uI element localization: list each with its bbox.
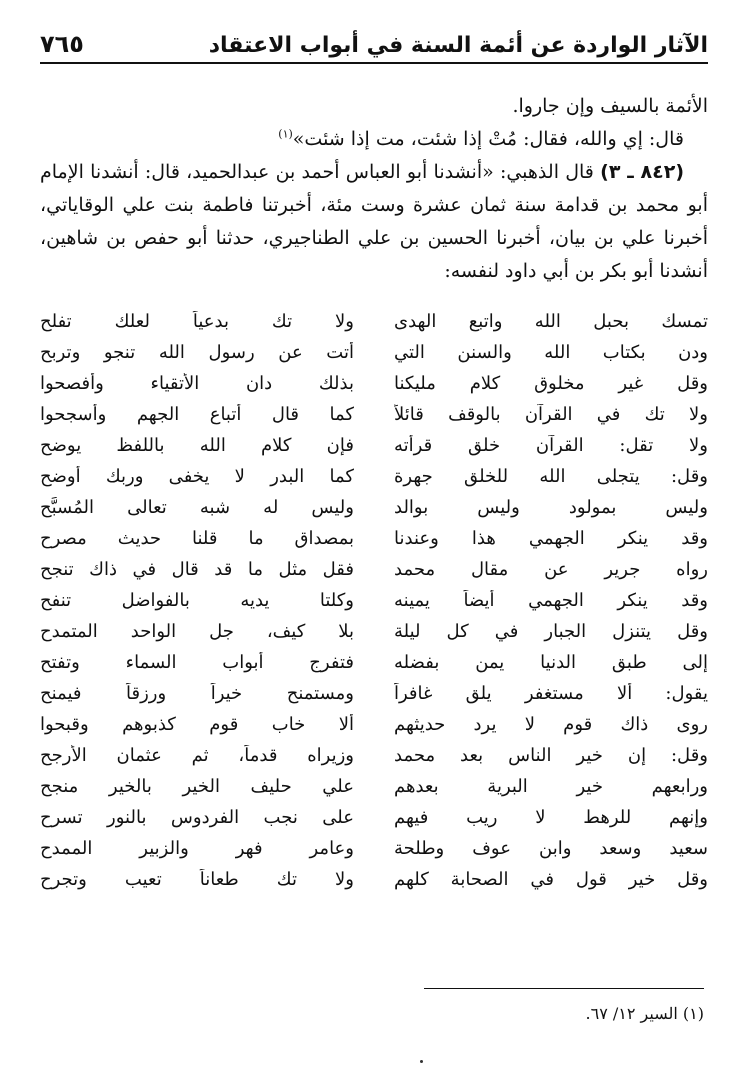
footnote xyxy=(36,1004,704,1023)
verse-first-half: ولا تقل: القرآن خلق قرأته xyxy=(394,435,708,456)
verse-second-half: كما قال أتباع الجهم وأسجحوا xyxy=(40,404,354,425)
verse-first-half: وقل خير قول في الصحابة كلهم xyxy=(394,869,708,890)
verse-first-half: وقل غير مخلوق كلام مليكنا xyxy=(394,373,708,394)
running-title: الآثار الواردة عن أئمة السنة في أبواب الاعتقاد xyxy=(208,33,708,58)
entry-number: (٨٤٢ ـ ٣) xyxy=(600,161,684,183)
verse-first-half: إلى طبق الدنيا يمن بفضله xyxy=(394,652,708,673)
verse-second-half: كما البدر لا يخفى وربك أوضح xyxy=(40,466,354,487)
verse-first-half: يقول: ألا مستغفر يلق غافراً xyxy=(394,683,708,704)
prose-line xyxy=(40,123,708,156)
poem-verse xyxy=(40,399,708,430)
verse-first-half: روى ذاك قوم لا يرد حديثهم xyxy=(394,714,708,735)
verse-first-half: سعيد وسعد وابن عوف وطلحة xyxy=(394,838,708,859)
poem-verse xyxy=(40,647,708,678)
verse-first-half: تمسك بحبل الله واتبع الهدى xyxy=(394,311,708,332)
verse-second-half: ولا تك طعاناً تعيب وتجرح xyxy=(40,869,354,890)
verse-second-half: بذلك دان الأتقياء وأفصحوا xyxy=(40,373,354,394)
print-speck xyxy=(420,1060,423,1063)
entry-text: قال الذهبي: «أنشدنا أبو العباس أحمد بن عبدالحميد، قال: أنشدنا الإمام أبو محمد بن قدامة سنة ثمان عشرة وست مئة، أخبرتنا فاطمة بنت علي الوقاياتي، أخبرنا علي بن بيان، أخبرنا الحسين بن علي الطناجيري، حدثنا أبو حفص بن شاهين، أنشدنا أبو بكر بن أبي داود لنفسه: xyxy=(40,161,708,282)
poem xyxy=(40,306,708,895)
verse-second-half: ألا خاب قوم كذبوهم وقبحوا xyxy=(40,714,354,735)
verse-first-half: وقد ينكر الجهمي هذا وعندنا xyxy=(394,528,708,549)
poem-verse xyxy=(40,833,708,864)
verse-second-half: فإن كلام الله باللفظ يوضح xyxy=(40,435,354,456)
verse-second-half: ومستمنح خيراً ورزقاً فيمنح xyxy=(40,683,354,704)
page-number: ٧٦٥ xyxy=(40,30,84,58)
poem-verse xyxy=(40,585,708,616)
verse-first-half: ودن بكتاب الله والسنن التي xyxy=(394,342,708,363)
verse-first-half: رواه جرير عن مقال محمد xyxy=(394,559,708,580)
poem-verse xyxy=(40,740,708,771)
poem-verse xyxy=(40,368,708,399)
verse-second-half: بمصداق ما قلنا حديث مصرح xyxy=(40,528,354,549)
verse-second-half: وزيراه قدماً، ثم عثمان الأرجح xyxy=(40,745,354,766)
footnote-reference: (١) xyxy=(278,127,293,141)
poem-verse xyxy=(40,461,708,492)
verse-first-half: ورابعهم خير البرية بعدهم xyxy=(394,776,708,797)
verse-first-half: ولا تك في القرآن بالوقف قائلاً xyxy=(394,404,708,425)
verse-second-half: أتت عن رسول الله تنجو وتربح xyxy=(40,342,354,363)
verse-first-half: وقل: إن خير الناس بعد محمد xyxy=(394,745,708,766)
poem-verse xyxy=(40,306,708,337)
footnote-text: السير ١٢/ ٦٧. xyxy=(585,1004,678,1023)
verse-second-half: فتفرج أبواب السماء وتفتح xyxy=(40,652,354,673)
verse-second-half: فقل مثل ما قد قال في ذاك تنجح xyxy=(40,559,354,580)
poem-verse xyxy=(40,709,708,740)
quote-end-text: قال: إي والله، فقال: مُتْ إذا شئت، مت إذا شئت» xyxy=(292,128,684,150)
poem-verse xyxy=(40,616,708,647)
verse-first-half: وقل يتنزل الجبار في كل ليلة xyxy=(394,621,708,642)
verse-first-half: وإنهم للرهط لا ريب فيهم xyxy=(394,807,708,828)
footnote-marker: (١) xyxy=(682,1004,704,1023)
verse-first-half: وليس بمولود وليس بوالد xyxy=(394,497,708,518)
verse-first-half: وقل: يتجلى الله للخلق جهرة xyxy=(394,466,708,487)
footnote-divider xyxy=(424,988,704,989)
verse-second-half: وعامر فهر والزبير الممدح xyxy=(40,838,354,859)
prose-text xyxy=(40,90,708,288)
poem-verse xyxy=(40,802,708,833)
prose-line xyxy=(40,90,708,123)
verse-second-half: ولا تك بدعياً لعلك تفلح xyxy=(40,311,354,332)
poem-verse xyxy=(40,864,708,895)
verse-second-half: بلا كيف، جل الواحد المتمدح xyxy=(40,621,354,642)
poem-verse xyxy=(40,554,708,585)
poem-verse xyxy=(40,337,708,368)
poem-verse xyxy=(40,771,708,802)
page-header xyxy=(40,14,708,64)
verse-first-half: وقد ينكر الجهمي أيضاً يمينه xyxy=(394,590,708,611)
poem-verse xyxy=(40,678,708,709)
verse-second-half: وكلتا يديه بالفواضل تنفح xyxy=(40,590,354,611)
entry-paragraph xyxy=(40,156,708,288)
verse-second-half: علي حليف الخير بالخير منجح xyxy=(40,776,354,797)
continuation-text: الأئمة بالسيف وإن جاروا. xyxy=(512,95,708,117)
verse-second-half: وليس له شبه تعالى المُسبَّح xyxy=(40,497,354,518)
verse-second-half: على نجب الفردوس بالنور تسرح xyxy=(40,807,354,828)
poem-verse xyxy=(40,430,708,461)
poem-verse xyxy=(40,492,708,523)
poem-verse xyxy=(40,523,708,554)
